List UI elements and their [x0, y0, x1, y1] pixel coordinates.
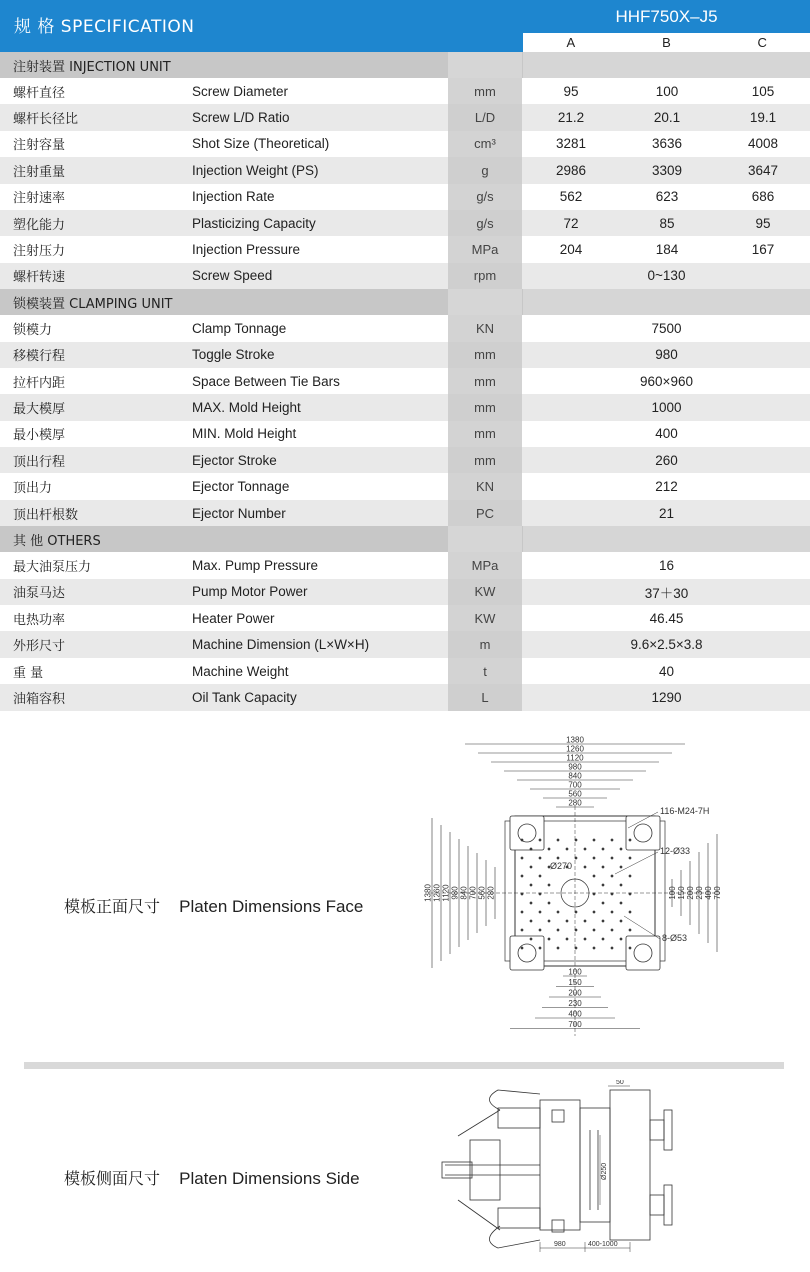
spec-label-cn: 最大油泵压力	[13, 559, 92, 575]
spec-value: 7500	[651, 320, 682, 336]
mounting-hole	[610, 928, 613, 931]
spec-row	[0, 236, 810, 262]
spec-label-en: Shot Size (Theoretical)	[192, 136, 330, 152]
mounting-hole	[520, 874, 523, 877]
spec-label-en: Injection Pressure	[192, 242, 301, 258]
mounting-hole	[520, 928, 523, 931]
mounting-hole	[610, 946, 613, 949]
spec-row	[0, 368, 810, 394]
spec-unit: mm	[448, 394, 522, 420]
top-dim-label: 840	[568, 771, 582, 781]
spec-value-c: 105	[751, 83, 775, 99]
spec-row	[0, 315, 810, 341]
spec-label-en: Plasticizing Capacity	[192, 215, 316, 231]
spec-unit: mm	[448, 447, 522, 473]
spec-row	[0, 421, 810, 447]
spec-unit: KN	[448, 473, 522, 499]
spec-unit: mm	[448, 78, 522, 104]
spec-label-en: Injection Rate	[192, 189, 275, 205]
spec-label-cn: 外形尺寸	[13, 639, 66, 655]
spec-value-a: 2986	[555, 162, 587, 178]
spec-value-a: 72	[563, 215, 579, 231]
bottom-dim-label: 200	[568, 988, 582, 998]
spec-value-a: 562	[559, 189, 583, 205]
mounting-hole	[538, 856, 541, 859]
mounting-hole	[601, 937, 604, 940]
spec-unit: MPa	[448, 236, 522, 262]
spec-row	[0, 157, 810, 183]
spec-label-en: Ejector Stroke	[192, 452, 277, 468]
spec-value-b: 100	[655, 83, 679, 99]
spec-unit: L/D	[448, 104, 522, 130]
side-caption	[64, 1166, 360, 1189]
spec-value: 37＋30	[644, 585, 689, 601]
mounting-hole	[556, 838, 559, 841]
spec-value: 960×960	[640, 373, 693, 389]
spec-row	[0, 552, 810, 578]
spec-label-cn: 注射速率	[13, 191, 66, 207]
spec-value: 1290	[651, 689, 682, 705]
mounting-hole	[538, 928, 541, 931]
spec-value: 21	[658, 505, 675, 521]
spec-row	[0, 184, 810, 210]
right-dim-label: 200	[686, 886, 695, 900]
spec-unit: t	[448, 658, 522, 684]
face-caption-en: Platen Dimensions Face	[179, 897, 364, 916]
spec-label-cn: 塑化能力	[13, 217, 66, 233]
spec-label-en: Space Between Tie Bars	[192, 373, 340, 389]
mounting-hole	[592, 838, 595, 841]
spec-label-cn: 顶出力	[13, 481, 53, 497]
spec-label-cn: 油箱容积	[13, 691, 66, 707]
spec-row	[0, 263, 810, 289]
spec-value-b: 623	[655, 189, 679, 205]
spec-label-cn: 注射容量	[13, 138, 66, 154]
note-12-phi33: 12-Ø33	[660, 846, 691, 856]
left-dim-label: 280	[486, 886, 496, 900]
mounting-hole	[556, 856, 559, 859]
spec-row	[0, 579, 810, 605]
side-dim-phi250: Ø250	[601, 1162, 608, 1180]
mounting-hole	[619, 865, 622, 868]
platen-side-drawing	[440, 1080, 700, 1255]
spec-label-cn: 最大模厚	[13, 401, 66, 417]
spec-unit: PC	[448, 500, 522, 526]
spec-row	[0, 473, 810, 499]
spec-unit: mm	[448, 421, 522, 447]
spec-label-en: Ejector Number	[192, 505, 286, 521]
spec-row	[0, 605, 810, 631]
note-8-phi53: 8-Ø53	[662, 933, 688, 943]
mounting-hole	[610, 874, 613, 877]
section-label: 其 他 OTHERS	[13, 533, 101, 549]
spec-label-cn: 注射压力	[13, 244, 66, 260]
mounting-hole	[583, 865, 586, 868]
mounting-hole	[592, 910, 595, 913]
note-phi270: Ø270	[550, 861, 573, 871]
spec-value: 1000	[651, 399, 682, 415]
mounting-hole	[565, 847, 568, 850]
bottom-dim-label: 100	[568, 967, 582, 977]
mounting-hole	[547, 919, 550, 922]
mounting-hole	[619, 919, 622, 922]
mounting-hole	[556, 928, 559, 931]
top-dim-label: 1120	[566, 753, 584, 763]
spec-label-en: Pump Motor Power	[192, 584, 308, 600]
spec-label-en: Injection Weight (PS)	[192, 162, 319, 178]
mounting-hole	[601, 919, 604, 922]
right-dim-label: 400	[704, 886, 713, 900]
spec-label-en: Heater Power	[192, 610, 275, 626]
spec-row	[0, 447, 810, 473]
mounting-hole	[619, 901, 622, 904]
mounting-hole	[547, 883, 550, 886]
spec-row	[0, 631, 810, 657]
spec-unit: KW	[448, 605, 522, 631]
spec-label-cn: 最小模厚	[13, 428, 66, 444]
mounting-hole	[601, 901, 604, 904]
section-gap	[448, 289, 522, 315]
spec-label-en: MAX. Mold Height	[192, 399, 301, 415]
section-gap	[523, 526, 810, 552]
spec-label-en: Oil Tank Capacity	[192, 689, 297, 705]
spec-row	[0, 78, 810, 104]
spec-row	[0, 684, 810, 710]
mounting-hole	[592, 928, 595, 931]
left-dim-label: 840	[459, 886, 469, 900]
spec-table	[0, 52, 810, 711]
spec-unit: g/s	[448, 184, 522, 210]
mounting-hole	[619, 847, 622, 850]
top-dim-label: 1260	[566, 744, 584, 754]
spec-label-cn: 螺杆直径	[13, 85, 66, 101]
spec-label-en: Machine Weight	[192, 663, 289, 679]
spec-value-a: 95	[563, 83, 579, 99]
spec-label-en: MIN. Mold Height	[192, 426, 297, 442]
right-dim-label: 700	[713, 886, 722, 900]
top-dim-label: 1380	[566, 736, 584, 745]
spec-value: 16	[658, 557, 675, 573]
mounting-hole	[592, 874, 595, 877]
mounting-hole	[583, 919, 586, 922]
mounting-hole	[529, 901, 532, 904]
spec-label-cn: 螺杆长径比	[13, 112, 79, 128]
mounting-hole	[538, 910, 541, 913]
mounting-hole	[529, 883, 532, 886]
spec-label-en: Clamp Tonnage	[192, 320, 287, 336]
spec-label-cn: 电热功率	[13, 612, 66, 628]
spec-value-c: 3647	[747, 162, 779, 178]
spec-value: 9.6×2.5×3.8	[630, 637, 703, 653]
spec-label-cn: 重 量	[13, 665, 44, 681]
spec-label-cn: 注射重量	[13, 164, 66, 180]
left-dim-label: 1380	[423, 884, 433, 902]
top-dim-label: 700	[568, 780, 582, 790]
mounting-hole	[547, 901, 550, 904]
spec-value-c: 686	[751, 189, 775, 205]
face-caption	[64, 894, 363, 917]
spec-unit: rpm	[448, 263, 522, 289]
mounting-hole	[565, 937, 568, 940]
model-name: HHF750X–J5	[615, 7, 718, 26]
mounting-hole	[619, 937, 622, 940]
section-label: 锁模装置 CLAMPING UNIT	[13, 296, 173, 312]
spec-row	[0, 131, 810, 157]
mounting-hole	[538, 874, 541, 877]
spec-value-c: 4008	[747, 136, 779, 152]
section-gap	[523, 289, 810, 315]
section-gap	[448, 52, 522, 78]
spec-value-b: 3309	[651, 162, 683, 178]
spec-label-en: Screw Diameter	[192, 83, 289, 99]
right-dim-label: 150	[677, 886, 686, 900]
bottom-dim-label: 700	[568, 1020, 582, 1029]
mounting-hole	[601, 865, 604, 868]
section-label: 注射装置 INJECTION UNIT	[13, 59, 171, 75]
spec-unit: L	[448, 684, 522, 710]
mounting-hole	[583, 847, 586, 850]
variant-a: A	[566, 35, 576, 50]
mounting-hole	[529, 919, 532, 922]
side-dim-50: 50	[616, 1080, 624, 1086]
mounting-hole	[610, 856, 613, 859]
mounting-hole	[520, 910, 523, 913]
spec-label-en: Max. Pump Pressure	[192, 557, 319, 573]
spec-header	[0, 0, 810, 52]
platen-face-drawing	[410, 736, 740, 1038]
right-dim-label: 230	[695, 886, 704, 900]
mounting-hole	[601, 883, 604, 886]
mounting-hole	[583, 937, 586, 940]
spec-unit: cm³	[448, 131, 522, 157]
variant-b: B	[662, 35, 671, 50]
spec-label-cn: 移模行程	[13, 349, 66, 365]
spec-label-cn: 锁模力	[13, 322, 53, 338]
mounting-hole	[619, 883, 622, 886]
spec-value-b: 3636	[651, 136, 683, 152]
top-dim-label: 560	[568, 789, 582, 799]
spec-label-en: Screw L/D Ratio	[192, 110, 290, 126]
side-dim-400-1000: 400-1000	[588, 1241, 618, 1248]
spec-label-en: Toggle Stroke	[192, 347, 275, 363]
mounting-hole	[628, 874, 631, 877]
spec-value-b: 20.1	[653, 110, 681, 126]
spec-row	[0, 342, 810, 368]
section-header	[0, 526, 810, 552]
left-dim-label: 1260	[432, 884, 442, 902]
spec-label-cn: 油泵马达	[13, 586, 66, 602]
top-dim-label: 980	[568, 762, 582, 772]
side-caption-en: Platen Dimensions Side	[179, 1169, 360, 1188]
spec-unit: KW	[448, 579, 522, 605]
spec-title: 规 格 SPECIFICATION	[14, 17, 195, 37]
spec-value-a: 21.2	[557, 110, 585, 126]
spec-value: 212	[655, 479, 678, 495]
spec-value: 260	[655, 452, 678, 468]
mounting-hole	[610, 838, 613, 841]
spec-value-c: 167	[751, 242, 775, 258]
side-caption-cn: 模板侧面尺寸	[64, 1169, 161, 1188]
spec-row	[0, 210, 810, 236]
spec-value: 980	[655, 347, 678, 363]
section-gap	[448, 526, 522, 552]
left-dim-label: 1120	[441, 884, 451, 902]
spec-value-c: 95	[755, 215, 771, 231]
mounting-hole	[592, 946, 595, 949]
mounting-hole	[601, 847, 604, 850]
figure-divider	[24, 1062, 784, 1069]
spec-value: 400	[655, 426, 678, 442]
variant-columns	[523, 33, 810, 52]
spec-label-cn: 拉杆内距	[13, 375, 66, 391]
right-dim-label: 100	[668, 886, 677, 900]
mounting-hole	[628, 910, 631, 913]
spec-value: 46.45	[649, 610, 684, 626]
spec-value-a: 204	[559, 242, 583, 258]
section-gap	[523, 52, 810, 78]
mounting-hole	[547, 847, 550, 850]
face-caption-cn: 模板正面尺寸	[64, 897, 161, 916]
mounting-hole	[556, 910, 559, 913]
spec-unit: MPa	[448, 552, 522, 578]
spec-row	[0, 658, 810, 684]
spec-label-cn: 顶出杆根数	[13, 507, 79, 523]
bottom-dim-label: 150	[568, 978, 582, 987]
spec-row	[0, 394, 810, 420]
mounting-hole	[628, 856, 631, 859]
spec-value-b: 184	[655, 242, 679, 258]
side-dim-980: 980	[554, 1241, 566, 1248]
mounting-hole	[556, 946, 559, 949]
spec-label-cn: 螺杆转速	[13, 270, 66, 286]
section-header	[0, 289, 810, 315]
spec-label-en: Machine Dimension (L×W×H)	[192, 637, 370, 653]
spec-label-en: Screw Speed	[192, 268, 273, 284]
left-dim-label: 980	[450, 886, 460, 900]
spec-value: 40	[658, 663, 675, 679]
spec-row	[0, 500, 810, 526]
spec-unit: mm	[448, 342, 522, 368]
mounting-hole	[529, 865, 532, 868]
note-m24: 116-M24-7H	[660, 806, 710, 816]
mounting-hole	[592, 856, 595, 859]
spec-value-c: 19.1	[749, 110, 777, 126]
bottom-dim-label: 230	[568, 999, 582, 1008]
spec-value: 0~130	[647, 268, 686, 284]
spec-row	[0, 104, 810, 130]
section-header	[0, 52, 810, 78]
spec-unit: g/s	[448, 210, 522, 236]
mounting-hole	[547, 937, 550, 940]
mounting-hole	[565, 919, 568, 922]
mounting-hole	[628, 928, 631, 931]
mounting-hole	[610, 910, 613, 913]
spec-label-cn: 顶出行程	[13, 454, 66, 470]
variant-c: C	[757, 35, 767, 50]
bottom-dim-label: 400	[568, 1009, 582, 1019]
top-dim-label: 280	[568, 798, 582, 808]
spec-unit: KN	[448, 315, 522, 341]
left-dim-label: 560	[477, 886, 487, 900]
spec-unit: mm	[448, 368, 522, 394]
spec-unit: g	[448, 157, 522, 183]
spec-value-a: 3281	[555, 136, 587, 152]
left-dim-label: 700	[468, 886, 478, 900]
spec-unit: m	[448, 631, 522, 657]
mounting-hole	[520, 856, 523, 859]
spec-label-en: Ejector Tonnage	[192, 479, 290, 495]
spec-value-b: 85	[659, 215, 675, 231]
